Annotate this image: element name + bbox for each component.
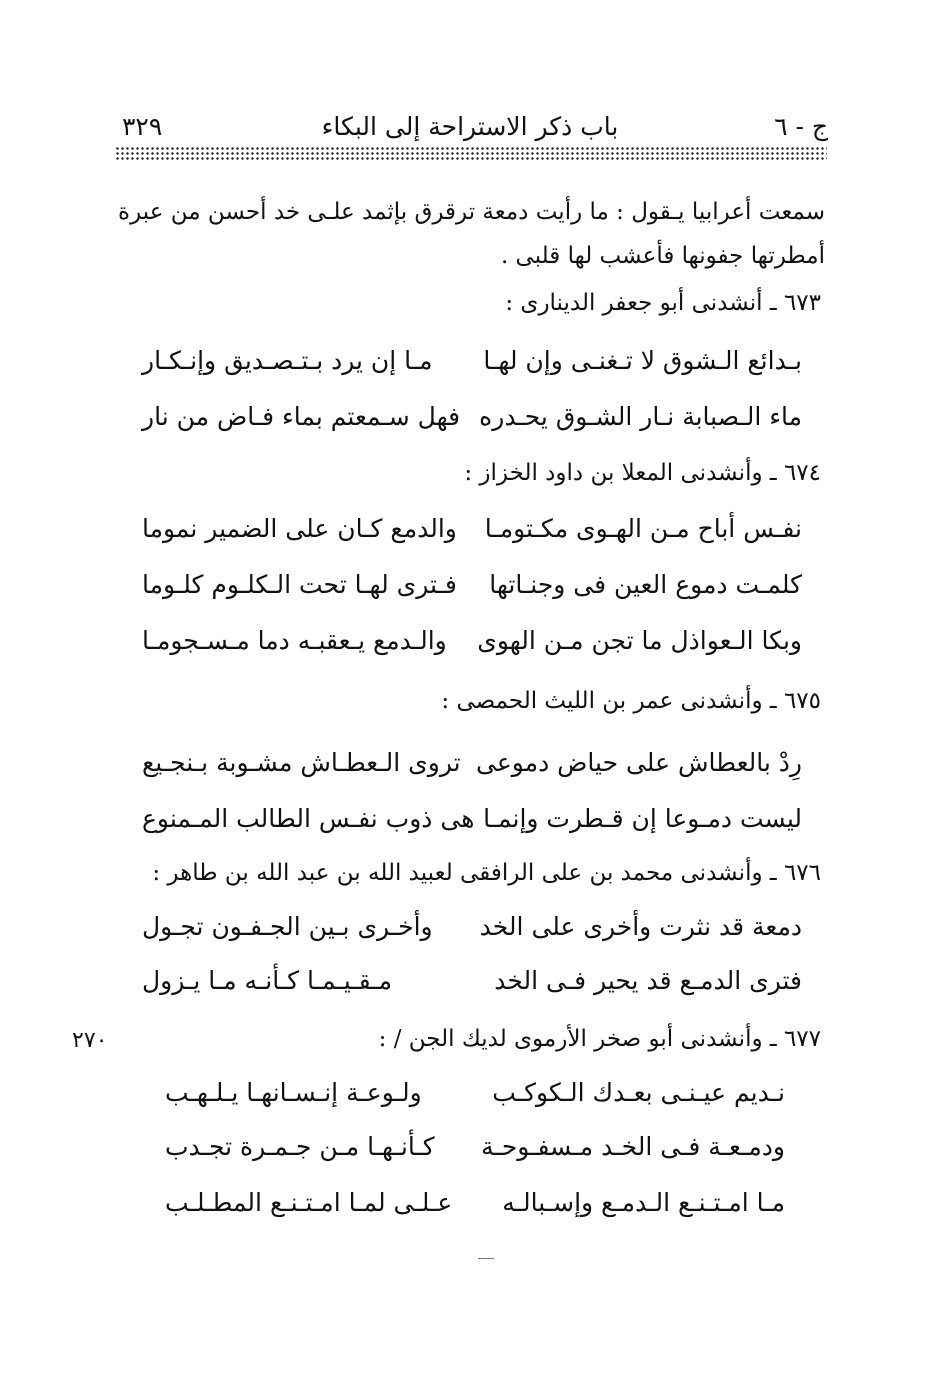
verse-second-hemistich: وأخـرى بـين الجـفـون تجـول	[142, 912, 433, 941]
section-heading-677: ٦٧٧ ـ وأنشدنى أبو صخر الأرموى لديك الجن / :	[378, 1026, 821, 1052]
verse-second-hemistich: فهل سـمعتم بماء فـاض من نار	[142, 402, 461, 431]
verse-first-hemistich: مـا امـتـنـع الـدمـع وإسـبالـه	[502, 1188, 785, 1217]
verse-line	[165, 1132, 785, 1172]
verse-first-hemistich: وبكا الـعواذل ما تجن مـن الهوى	[477, 626, 802, 655]
verse-second-hemistich: هى ذوب نفـس الطالب المـمنوع	[142, 804, 475, 833]
verse-first-hemistich: دمعة قد نثرت وأخرى على الخد	[479, 912, 802, 941]
header-ornament-rule	[115, 146, 827, 160]
verse-second-hemistich: مـقـيـمـا كـأنـه مـا يـزول	[142, 966, 392, 995]
volume-label: ج - ٦	[774, 112, 828, 141]
verse-line	[142, 514, 802, 554]
verse-first-hemistich: ليست دمـوعا إن قـطرت وإنمـا	[483, 804, 802, 833]
verse-first-hemistich: فترى الدمـع قد يحير فـى الخد	[494, 966, 802, 995]
chapter-title: باب ذكر الاستراحة إلى البكاء	[321, 112, 619, 141]
verse-second-hemistich: مـا إن يرد بـتـصـديق وإنـكـار	[142, 346, 433, 375]
verse-line	[142, 626, 802, 666]
running-header	[112, 112, 828, 146]
verse-line	[165, 1188, 785, 1228]
footer-divider	[478, 1258, 494, 1259]
verse-first-hemistich: نفـس أباح مـن الهـوى مكـتومـا	[484, 514, 802, 543]
page-number: ٣٢٩	[122, 112, 163, 141]
verse-second-hemistich: والدمع كـان على الضمير نموما	[142, 514, 457, 543]
verse-second-hemistich: فـترى لهـا تحت الـكلـوم كلـوما	[142, 570, 457, 599]
verse-second-hemistich: والـدمع يـعقبـه دما مـسـجومـا	[142, 626, 447, 655]
verse-first-hemistich: بـدائع الـشوق لا تـغنـى وإن لهـا	[483, 346, 802, 375]
verse-first-hemistich: ماء الـصبابة نـار الشـوق يحـدره	[479, 402, 802, 431]
verse-first-hemistich: رِدْ بالعطاش على حياض دموعى	[476, 748, 802, 777]
margin-page-number: ٢٧٠	[72, 1028, 108, 1053]
verse-line	[142, 966, 802, 1006]
section-heading-673: ٦٧٣ ـ أنشدنى أبو جعفر الدينارى :	[505, 290, 821, 316]
verse-first-hemistich: نـديم عيـنـى بعـدك الـكوكـب	[492, 1078, 785, 1107]
prose-paragraph: سمعت أعرابيا يـقول : ما رأيت دمعة ترقرق بإثمد علـى خد أحسن من عبرة أمطرتها جفونها فأعشب لها قلبى .	[118, 199, 825, 269]
verse-line	[142, 804, 802, 844]
verse-second-hemistich: عـلـى لمـا امـتـنـع المطـلـب	[165, 1188, 453, 1217]
verse-line	[142, 402, 802, 442]
section-heading-676: ٦٧٦ ـ وأنشدنى محمد بن على الرافقى لعبيد الله بن عبد الله بن طاهر :	[152, 860, 821, 886]
verse-first-hemistich: ودمـعـة فـى الخـد مـسفـوحـة	[481, 1132, 785, 1161]
verse-line	[142, 748, 802, 788]
verse-first-hemistich: كلمـت دموع العين فى وجنـاتها	[489, 570, 802, 599]
verse-line	[142, 912, 802, 952]
verse-second-hemistich: تروى الـعطـاش مشـوبة بـنجـيع	[142, 748, 461, 777]
section-heading-675: ٦٧٥ ـ وأنشدنى عمر بن الليث الحمصى :	[441, 688, 821, 714]
verse-line	[165, 1078, 785, 1118]
verse-second-hemistich: كـأنـهـا مـن جـمـرة تجـدب	[165, 1132, 435, 1161]
verse-line	[142, 570, 802, 610]
verse-line	[142, 346, 802, 386]
section-heading-674: ٦٧٤ ـ وأنشدنى المعلا بن داود الخزاز :	[464, 460, 821, 486]
verse-second-hemistich: ولـوعـة إنـسـانهـا يـلـهـب	[165, 1078, 422, 1107]
